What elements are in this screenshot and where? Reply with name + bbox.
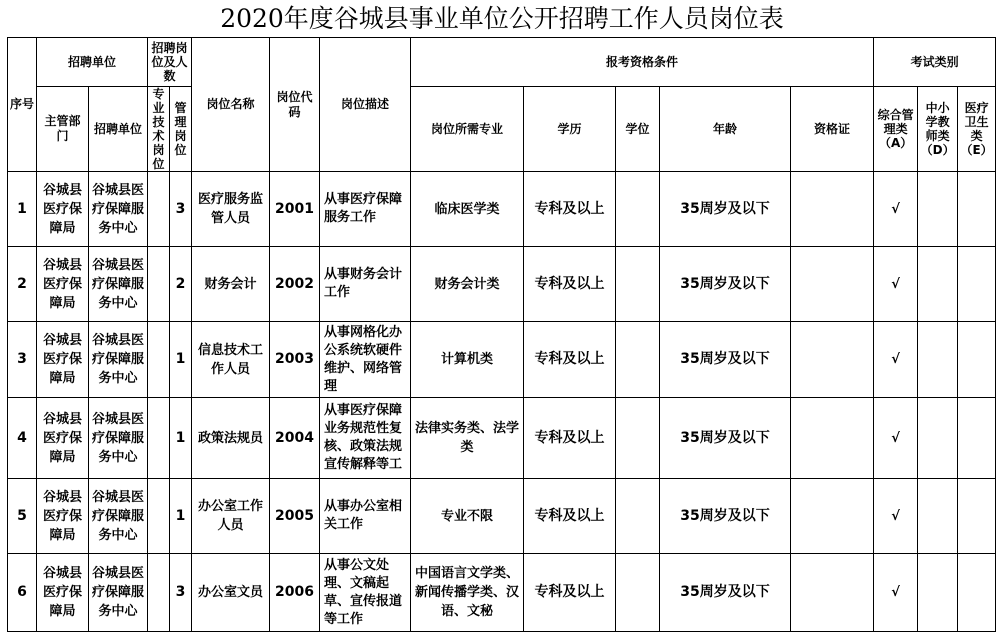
cell-exam-e xyxy=(958,479,996,554)
cell-age: 35周岁及以下 xyxy=(660,479,791,554)
cell-age: 35周岁及以下 xyxy=(660,398,791,479)
cell-exam-a: √ xyxy=(874,398,918,479)
header-seq: 序号 xyxy=(8,38,37,172)
cell-edu: 专科及以上 xyxy=(524,322,616,398)
cell-seq: 1 xyxy=(8,172,37,247)
cell-dept: 谷城县医疗保障局 xyxy=(37,247,89,322)
cell-exam-e xyxy=(958,398,996,479)
cell-major: 专业不限 xyxy=(411,479,524,554)
header-cert: 资格证 xyxy=(791,87,874,172)
cell-post-name: 政策法规员 xyxy=(192,398,270,479)
cell-mgmt: 1 xyxy=(170,398,192,479)
cell-edu: 专科及以上 xyxy=(524,398,616,479)
cell-cert xyxy=(791,247,874,322)
cell-post-code: 2002 xyxy=(270,247,320,322)
cell-exam-a: √ xyxy=(874,554,918,632)
cell-major: 临床医学类 xyxy=(411,172,524,247)
cell-dept: 谷城县医疗保障局 xyxy=(37,398,89,479)
cell-tech xyxy=(148,398,170,479)
header-unit-group: 招聘单位 xyxy=(37,38,148,87)
cell-age: 35周岁及以下 xyxy=(660,247,791,322)
cell-unit: 谷城县医疗保障服务中心 xyxy=(89,554,148,632)
cell-dept: 谷城县医疗保障局 xyxy=(37,479,89,554)
cell-dept: 谷城县医疗保障局 xyxy=(37,322,89,398)
header-unit: 招聘单位 xyxy=(89,87,148,172)
cell-dept: 谷城县医疗保障局 xyxy=(37,554,89,632)
cell-post-name: 信息技术工作人员 xyxy=(192,322,270,398)
cell-mgmt: 1 xyxy=(170,479,192,554)
cell-exam-e xyxy=(958,554,996,632)
cell-age: 35周岁及以下 xyxy=(660,554,791,632)
cell-edu: 专科及以上 xyxy=(524,247,616,322)
cell-post-code: 2006 xyxy=(270,554,320,632)
table-row xyxy=(8,479,996,554)
cell-exam-e xyxy=(958,322,996,398)
header-qual-group: 报考资格条件 xyxy=(411,38,874,87)
cell-exam-d xyxy=(918,247,958,322)
table-row xyxy=(8,172,996,247)
table-row xyxy=(8,554,996,632)
cell-exam-a: √ xyxy=(874,479,918,554)
cell-unit: 谷城县医疗保障服务中心 xyxy=(89,398,148,479)
cell-mgmt: 2 xyxy=(170,247,192,322)
cell-post-code: 2003 xyxy=(270,322,320,398)
cell-post-desc: 从事医疗保障服务工作 xyxy=(320,172,411,247)
cell-cert xyxy=(791,398,874,479)
cell-tech xyxy=(148,554,170,632)
cell-degree xyxy=(616,172,660,247)
header-post-desc: 岗位描述 xyxy=(320,38,411,172)
cell-exam-a: √ xyxy=(874,172,918,247)
header-exam-d: 中小学教师类（D） xyxy=(918,87,958,172)
cell-tech xyxy=(148,479,170,554)
cell-degree xyxy=(616,247,660,322)
cell-post-code: 2004 xyxy=(270,398,320,479)
cell-unit: 谷城县医疗保障服务中心 xyxy=(89,479,148,554)
cell-cert xyxy=(791,172,874,247)
header-tech: 专业技术岗位 xyxy=(148,87,170,172)
header-row-1 xyxy=(8,38,996,87)
cell-mgmt: 3 xyxy=(170,172,192,247)
cell-major: 财务会计类 xyxy=(411,247,524,322)
cell-cert xyxy=(791,554,874,632)
cell-seq: 2 xyxy=(8,247,37,322)
cell-seq: 4 xyxy=(8,398,37,479)
cell-exam-d xyxy=(918,322,958,398)
cell-post-desc: 从事网格化办公系统软硬件维护、网络管理 xyxy=(320,322,411,398)
cell-post-name: 办公室工作人员 xyxy=(192,479,270,554)
header-mgmt: 管理岗位 xyxy=(170,87,192,172)
cell-major: 法律实务类、法学类 xyxy=(411,398,524,479)
cell-exam-a: √ xyxy=(874,322,918,398)
cell-tech xyxy=(148,247,170,322)
cell-post-desc: 从事财务会计工作 xyxy=(320,247,411,322)
cell-seq: 3 xyxy=(8,322,37,398)
cell-post-desc: 从事办公室相关工作 xyxy=(320,479,411,554)
cell-post-desc: 从事公文处理、文稿起草、宣传报道等工作 xyxy=(320,554,411,632)
cell-degree xyxy=(616,398,660,479)
table-row xyxy=(8,398,996,479)
cell-exam-d xyxy=(918,398,958,479)
cell-post-name: 财务会计 xyxy=(192,247,270,322)
cell-exam-e xyxy=(958,172,996,247)
cell-post-desc: 从事医疗保障业务规范性复核、政策法规宣传解释等工 xyxy=(320,398,411,479)
cell-exam-a: √ xyxy=(874,247,918,322)
cell-age: 35周岁及以下 xyxy=(660,322,791,398)
cell-dept: 谷城县医疗保障局 xyxy=(37,172,89,247)
cell-seq: 5 xyxy=(8,479,37,554)
header-post-name: 岗位名称 xyxy=(192,38,270,172)
positions-table xyxy=(7,37,996,632)
header-edu: 学历 xyxy=(524,87,616,172)
header-exam-a: 综合管理类（A） xyxy=(874,87,918,172)
cell-post-name: 办公室文员 xyxy=(192,554,270,632)
cell-exam-d xyxy=(918,172,958,247)
cell-edu: 专科及以上 xyxy=(524,554,616,632)
header-post-code: 岗位代码 xyxy=(270,38,320,172)
cell-cert xyxy=(791,322,874,398)
header-age: 年龄 xyxy=(660,87,791,172)
cell-tech xyxy=(148,172,170,247)
cell-mgmt: 3 xyxy=(170,554,192,632)
cell-tech xyxy=(148,322,170,398)
cell-unit: 谷城县医疗保障服务中心 xyxy=(89,247,148,322)
cell-exam-e xyxy=(958,247,996,322)
header-row-2 xyxy=(8,87,996,172)
cell-exam-d xyxy=(918,479,958,554)
cell-exam-d xyxy=(918,554,958,632)
cell-unit: 谷城县医疗保障服务中心 xyxy=(89,322,148,398)
page-title: 2020年度谷城县事业单位公开招聘工作人员岗位表 xyxy=(220,4,784,33)
cell-edu: 专科及以上 xyxy=(524,479,616,554)
cell-post-code: 2001 xyxy=(270,172,320,247)
cell-degree xyxy=(616,322,660,398)
cell-post-name: 医疗服务监管人员 xyxy=(192,172,270,247)
cell-age: 35周岁及以下 xyxy=(660,172,791,247)
cell-degree xyxy=(616,554,660,632)
table-row xyxy=(8,247,996,322)
table-row xyxy=(8,322,996,398)
cell-mgmt: 1 xyxy=(170,322,192,398)
cell-seq: 6 xyxy=(8,554,37,632)
cell-post-code: 2005 xyxy=(270,479,320,554)
header-major: 岗位所需专业 xyxy=(411,87,524,172)
cell-unit: 谷城县医疗保障服务中心 xyxy=(89,172,148,247)
header-dept: 主管部门 xyxy=(37,87,89,172)
header-exam-group: 考试类别 xyxy=(874,38,996,87)
cell-cert xyxy=(791,479,874,554)
cell-major: 中国语言文学类、新闻传播学类、汉语、文秘 xyxy=(411,554,524,632)
header-count-group: 招聘岗位及人数 xyxy=(148,38,192,87)
cell-degree xyxy=(616,479,660,554)
cell-edu: 专科及以上 xyxy=(524,172,616,247)
header-exam-e: 医疗卫生类（E） xyxy=(958,87,996,172)
cell-major: 计算机类 xyxy=(411,322,524,398)
header-degree: 学位 xyxy=(616,87,660,172)
